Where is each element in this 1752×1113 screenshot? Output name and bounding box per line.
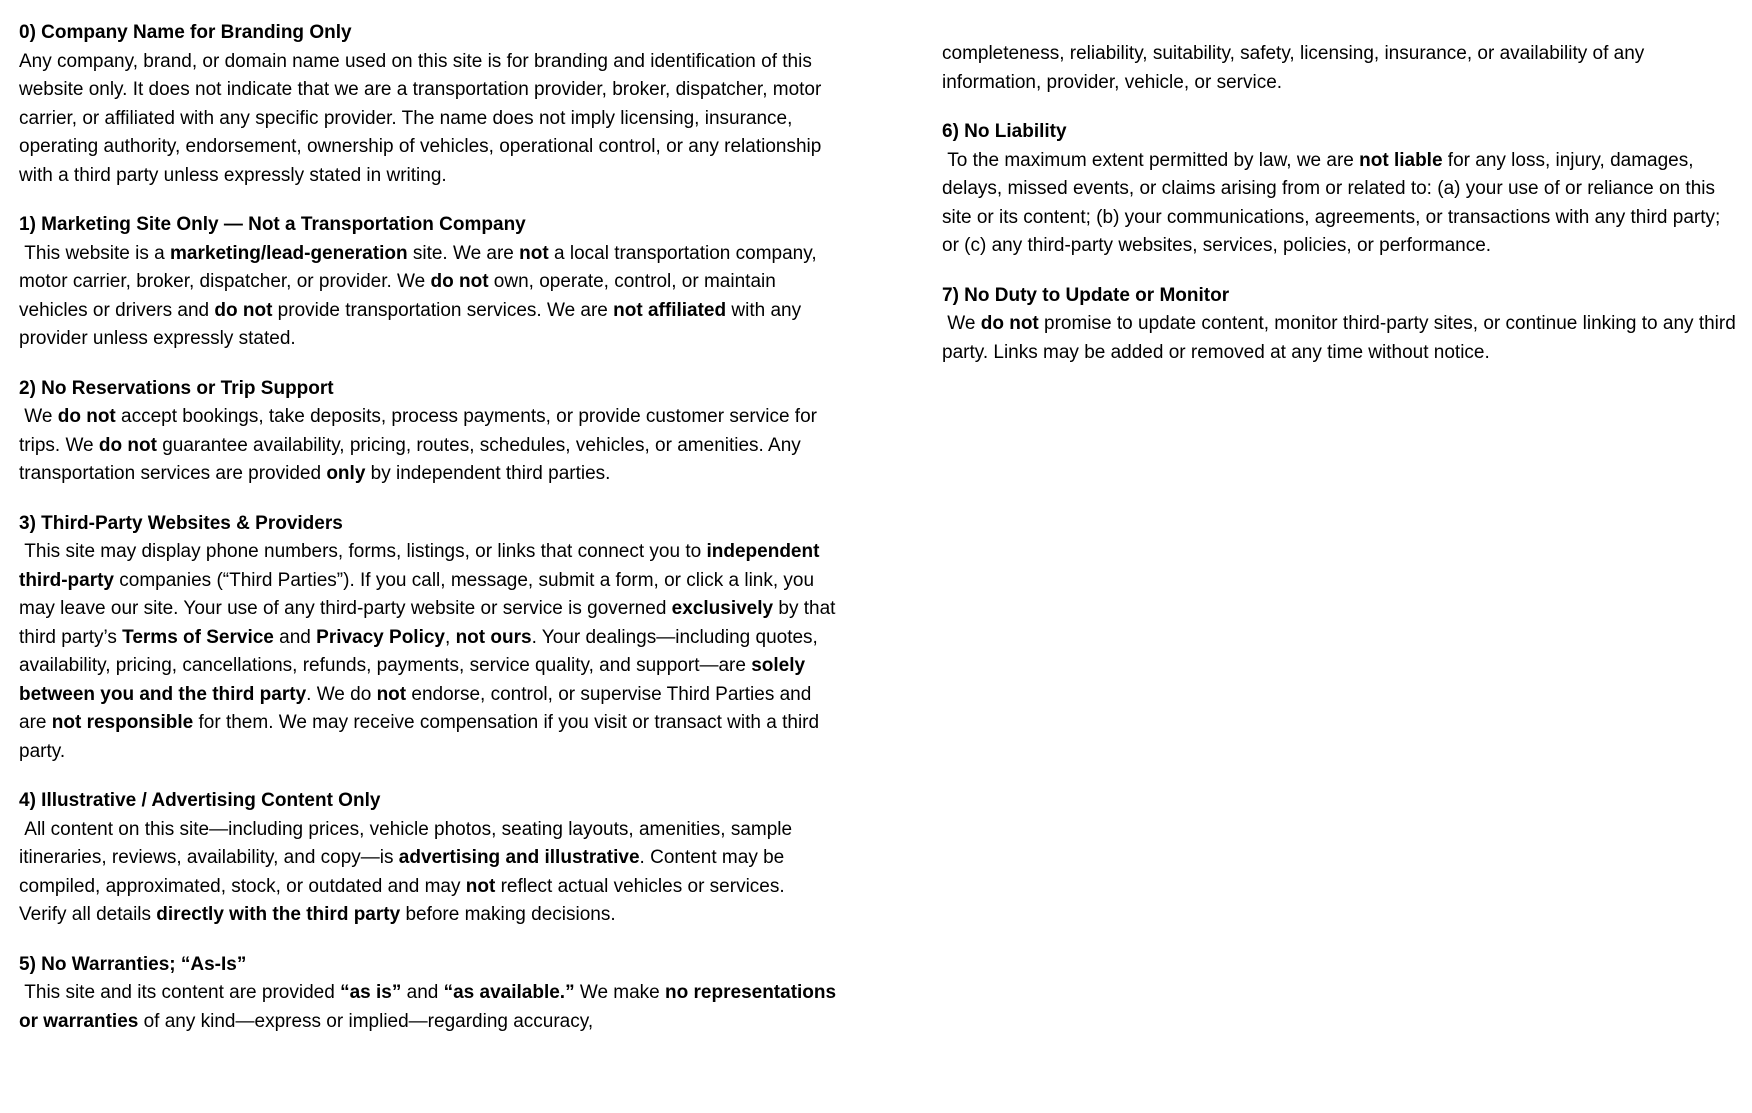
column-right [942, 40, 1742, 367]
emphasis-text: not responsible [51, 712, 194, 733]
section-4-illustrative-content: 4) Illustrative / Advertising Content Only All content on this site—including prices, vehicle photos, seating layouts, amenities, sample itineraries, reviews, availability, and copy—is advertising and illustrative. Content may be compiled, approximated, stock, or outdated and may not reflect actual vehicles or services. Verify all details directly with the third party before making decisions. [19, 790, 798, 925]
emphasis-text: not ours [455, 626, 532, 648]
emphasis-text: advertising and illustrative [398, 847, 640, 868]
emphasis-text: marketing/lead-generation [170, 242, 408, 264]
emphasis-text: do not [214, 299, 273, 321]
emphasis-text: not [519, 242, 549, 264]
emphasis-text: not affiliated [613, 299, 727, 321]
emphasis-text: “as is” [340, 982, 402, 1003]
emphasis-text: exclusively [671, 598, 774, 619]
section-2-no-reservations-heading: 2) No Reservations or Trip Support [19, 377, 334, 399]
section-7-no-duty-to-update: 7) No Duty to Update or Monitor We do not promise to update content, monitor third-party sites, or continue linking to any third party. Links may be added or removed at any time without notice. [942, 284, 1742, 363]
section-3-third-party-websites: 3) Third-Party Websites & Providers This site may display phone numbers, forms, listings, or links that connect you to independent third-party companies (“Third Parties”). If you call, message, submit a form, or click a link, you may leave our site. Your use of any third-party website or service is governed exclusively by that third party’s Terms of Service and Privacy Policy, not ours. Your dealings—including quotes, availability, pricing, cancellations, refunds, payments, service quality, and support—are solely between you and the third party. We do not endorse, control, or supervise Third Parties and are not responsible for them. We may receive compensation if you visit or transact with a third party. [19, 512, 841, 762]
section-2-no-reservations: 2) No Reservations or Trip Support We do not accept bookings, take deposits, process payments, or provide customer service for trips. We do not guarantee availability, pricing, routes, schedules, vehicles, or amenities. Any transportation services are provided only by independent third parties. [19, 377, 823, 484]
section-5-no-warranties-heading: 5) No Warranties; “As-Is” [19, 953, 247, 975]
section-0-branding-only: 0) Company Name for Branding Only Any company, brand, or domain name used on this site is for branding and identification of this website only. It does not indicate that we are a transportation provider, broker, dispatcher, motor carrier, or affiliated with any specific provider. The name does not imply licensing, insurance, operating authority, endorsement, ownership of vehicles, operational control, or any relationship with a third party unless expressly stated in writing. [19, 22, 827, 186]
emphasis-text: do not [98, 434, 157, 456]
emphasis-text: solely between you and the third party [19, 655, 811, 705]
section-1-marketing-site-only-heading: 1) Marketing Site Only — Not a Transportation Company [19, 214, 526, 235]
section-5-no-warranties-continued: completeness, reliability, suitability, safety, licensing, insurance, or availability of any information, provider, vehicle, or service. [942, 43, 1650, 93]
section-1-marketing-site-only: 1) Marketing Site Only — Not a Transportation Company This website is a marketing/lead-generation site. We are not a local transportation company, motor carrier, broker, dispatcher, or provider. We do not own, operate, control, or maintain vehicles or drivers and do not provide transportation services. We are not affiliated with any provider unless expressly stated. [19, 214, 822, 349]
emphasis-text: do not [430, 271, 489, 292]
emphasis-text: no representations or warranties [19, 982, 842, 1032]
section-4-illustrative-content-heading: 4) Illustrative / Advertising Content Only [19, 790, 381, 811]
section-3-third-party-websites-heading: 3) Third-Party Websites & Providers [19, 512, 343, 534]
column-left [19, 19, 842, 1036]
section-6-no-liability: 6) No Liability To the maximum extent permitted by law, we are not liable for any loss, injury, damages, delays, missed events, or claims arising from or related to: (a) your use of or reliance on this site or its content; (b) your communications, agreements, or transactions with any third party; or (c) any third-party websites, services, policies, or performance. [942, 121, 1726, 256]
emphasis-text: not liable [1359, 149, 1443, 171]
emphasis-text: do not [57, 406, 116, 427]
section-7-no-duty-to-update-heading: 7) No Duty to Update or Monitor [942, 284, 1230, 306]
emphasis-text: directly with the third party [156, 904, 401, 925]
section-0-branding-only-heading: 0) Company Name for Branding Only [19, 22, 352, 43]
emphasis-text: not [465, 875, 496, 897]
emphasis-text: independent third-party [19, 541, 825, 591]
emphasis-text: Terms of Service [122, 626, 274, 648]
section-6-no-liability-heading: 6) No Liability [942, 121, 1067, 142]
emphasis-text: “as available.” [443, 982, 575, 1003]
emphasis-text: do not [980, 313, 1039, 334]
section-5-no-warranties: 5) No Warranties; “As-Is” This site and its content are provided “as is” and “as available.” We make no representations or warranties of any kind—express or implied—regarding accuracy, [19, 953, 842, 1032]
emphasis-text: not [376, 683, 407, 705]
emphasis-text: only [326, 463, 366, 484]
emphasis-text: Privacy Policy [316, 626, 446, 648]
